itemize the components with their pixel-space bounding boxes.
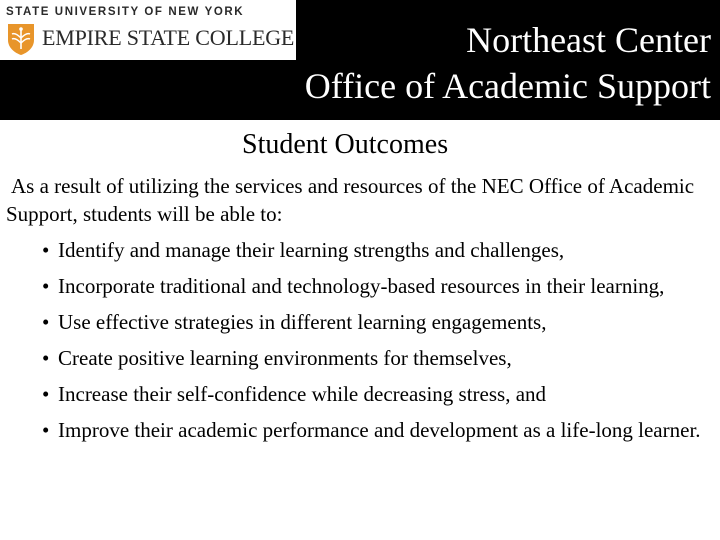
- list-item: [42, 308, 718, 337]
- outcome-text: Create positive learning environments for themselves,: [58, 346, 512, 370]
- list-item: [42, 344, 718, 373]
- bullet-glyph: •: [42, 274, 50, 298]
- list-item: [42, 272, 718, 301]
- list-item: [42, 380, 718, 409]
- header-title-line-1: Northeast Center: [466, 20, 711, 60]
- outcome-text: Incorporate traditional and technology-based resources in their learning,: [58, 274, 665, 298]
- outcome-text: Identify and manage their learning strengths and challenges,: [58, 238, 565, 262]
- list-item: [42, 416, 718, 445]
- header-title-line-2: Office of Academic Support: [304, 66, 711, 106]
- suny-seal-icon: [6, 22, 36, 56]
- bullet-glyph: •: [42, 238, 50, 262]
- logo-college-name: EMPIRE STATE COLLEGE: [42, 25, 295, 50]
- bullet-glyph: •: [42, 382, 50, 406]
- outcomes-list: [42, 236, 718, 452]
- logo-university-name: STATE UNIVERSITY OF NEW YORK: [6, 6, 245, 18]
- list-item: [42, 236, 718, 265]
- bullet-glyph: •: [42, 346, 50, 370]
- intro-paragraph: As a result of utilizing the services and resources of the NEC Office of Academic Support, students will be able to:: [6, 174, 695, 226]
- bullet-glyph: •: [42, 418, 50, 442]
- bullet-glyph: •: [42, 310, 50, 334]
- page-header-title: [305, 17, 711, 109]
- header-band: [0, 0, 720, 120]
- college-logo: [0, 0, 296, 60]
- outcome-text: Increase their self-confidence while decreasing stress, and: [58, 382, 547, 406]
- outcome-text: Use effective strategies in different learning engagements,: [58, 310, 547, 334]
- section-title: Student Outcomes: [242, 129, 449, 160]
- outcome-text: Improve their academic performance and development as a life-long learner.: [58, 418, 701, 442]
